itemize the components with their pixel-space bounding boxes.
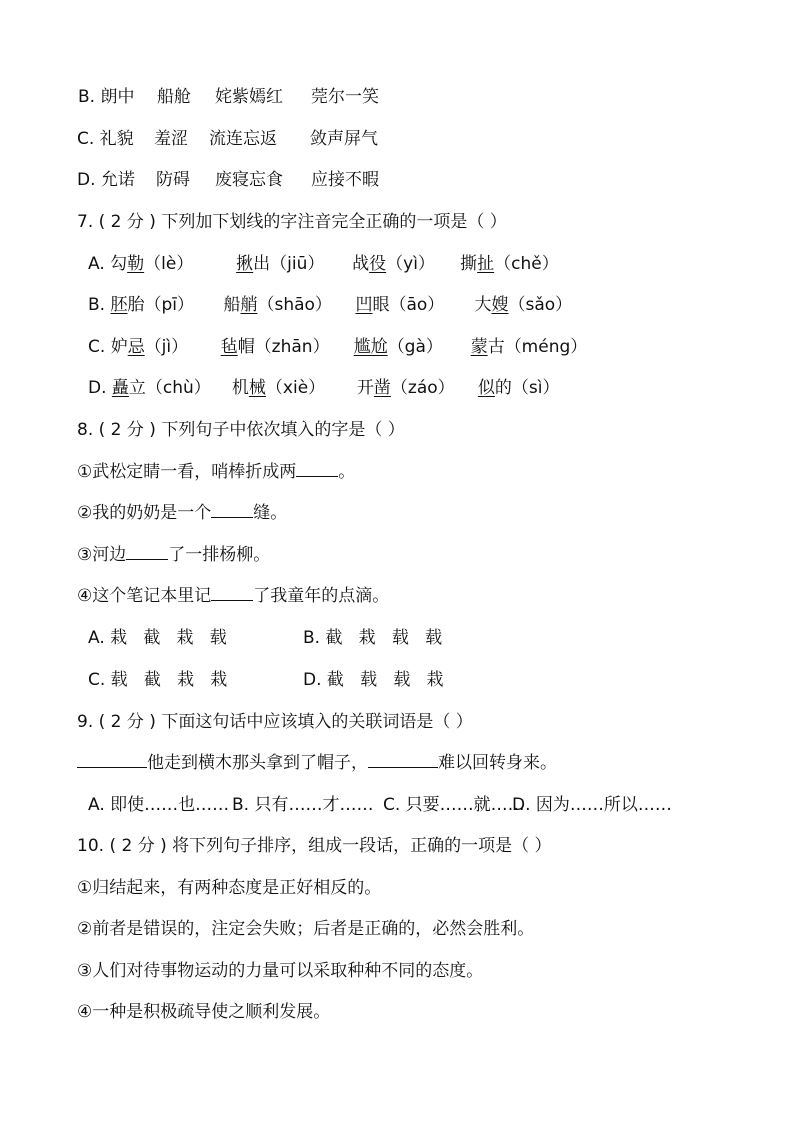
q8-option-d[interactable]: D. 截 载 载 栽 (303, 670, 444, 690)
q7-option-b (88, 293, 572, 317)
q6-b-2: 船舱 (157, 87, 191, 107)
q6-b-1: B. 朗中 (78, 87, 135, 107)
q7-a-1-pre: 勾 (110, 254, 128, 274)
q7-a-3-pre: 战 (352, 254, 370, 274)
q8-s3-text: ③河边 (77, 545, 127, 565)
q8-s4-blank[interactable] (211, 584, 253, 601)
q6-option-d (77, 168, 379, 192)
q7-d-4-pinyin: （sì） (511, 378, 560, 398)
q7-c-item-1 (111, 335, 221, 359)
q6-c-2: 羞涩 (154, 129, 188, 149)
q7-a-2-post: 出 (253, 254, 271, 274)
q8-stem: 8. ( 2 分 ) 下列句子中依次填入的字是（ ） (77, 420, 405, 440)
q9-sentence (77, 751, 557, 775)
q7-a-item-1 (110, 252, 236, 276)
q7-a-2-underlined: 揪 (236, 254, 254, 274)
q9-option-c[interactable]: C. 只要……就…… (383, 795, 525, 815)
q9-option-d[interactable]: D. 因为……所以…… (512, 795, 672, 815)
q7-c-item-2 (221, 335, 354, 359)
q7-option-d (88, 376, 560, 400)
q8-sentence-2 (77, 501, 287, 525)
q7-d-item-4 (478, 376, 560, 400)
q7-d-2-pre: 机 (231, 378, 249, 398)
q6-d-1: D. 允诺 (77, 170, 135, 190)
q7-a-3-pinyin: （yì） (386, 254, 435, 274)
q9-options (88, 793, 672, 817)
q7-d-item-2 (232, 376, 357, 400)
q7-d-4-post: 的 (494, 378, 512, 398)
q8-options-row-2 (88, 668, 444, 692)
q7-a-4-underlined: 扯 (477, 254, 495, 274)
q7-b-2-underlined: 艄 (240, 295, 258, 315)
q7-c-2-pinyin: （zhān） (254, 337, 330, 357)
q7-d-3-pinyin: （záo） (390, 378, 455, 398)
q7-a-item-4 (460, 252, 559, 276)
q9-sentence-mid: 他走到横木那头拿到了帽子， (147, 753, 368, 773)
q7-c-4-pinyin: （méng） (504, 337, 588, 357)
q8-option-a[interactable]: A. 栽 截 栽 载 (88, 628, 227, 648)
q8-s1-blank[interactable] (296, 460, 338, 477)
q7-d-1-underlined: 矗 (111, 378, 129, 398)
q7-d-1-post: 立 (128, 378, 146, 398)
q8-s4-text: ④这个笔记本里记 (77, 586, 212, 606)
q7-b-2-pinyin: （shāo） (257, 295, 332, 315)
q7-a-item-3 (352, 252, 460, 276)
q9-blank-1[interactable] (77, 751, 147, 768)
q7-b-3-post: 眼 (372, 295, 390, 315)
q7-d-3-pre: 开 (356, 378, 374, 398)
q7-b-1-pinyin: （pī） (144, 295, 194, 315)
q6-d-3: 废寝忘食 (215, 170, 283, 190)
q7-a-3-underlined: 役 (369, 254, 387, 274)
q7-c-1-pinyin: （jì） (144, 337, 189, 357)
q7-b-3-underlined: 凹 (355, 295, 373, 315)
q8-s2-text: ②我的奶奶是一个 (77, 503, 212, 523)
q7-c-3-pinyin: （gà） (387, 337, 443, 357)
q9-option-a[interactable]: A. 即使……也…… (88, 795, 230, 815)
q7-d-2-underlined: 械 (248, 378, 266, 398)
q6-b-3: 姹紫嫣红 (215, 87, 283, 107)
q8-s1-text: ①武松定睛一看，哨棒折成两 (77, 462, 297, 482)
q7-c-2-underlined: 毡 (220, 337, 238, 357)
q10-sentence-1: ①归结起来，有两种态度是正好相反的。 (77, 878, 382, 898)
q7-d-2-pinyin: （xiè） (265, 378, 326, 398)
q8-option-b[interactable]: B. 截 栽 载 载 (303, 628, 443, 648)
q8-sentence-4 (77, 584, 389, 608)
q7-c-item-4 (471, 335, 588, 359)
q10-sentence-3: ③人们对待事物运动的力量可以采取种种不同的态度。 (77, 961, 484, 981)
q7-b-1-underlined: 胚 (110, 295, 128, 315)
q7-c-1-underlined: 忌 (127, 337, 145, 357)
q7-b-4-pre: 大 (474, 295, 492, 315)
q8-s4-end: 了我童年的点滴。 (253, 586, 390, 606)
q8-s3-end: 了一排杨柳。 (168, 545, 271, 565)
q8-s2-blank[interactable] (211, 501, 253, 518)
q6-c-1: C. 礼貌 (77, 129, 134, 149)
q7-c-3-underlined: 尴尬 (353, 337, 388, 357)
q7-a-label: A. (88, 254, 111, 274)
q6-d-2: 防碍 (156, 170, 190, 190)
q7-a-2-pinyin: （jiū） (270, 254, 325, 274)
q7-a-1-pinyin: （lè） (144, 254, 194, 274)
q7-c-item-3 (354, 335, 471, 359)
q7-b-label: B. (88, 295, 111, 315)
q9-stem: 9. ( 2 分 ) 下面这句话中应该填入的关联词语是（ ） (77, 712, 473, 732)
q6-c-4: 敛声屏气 (310, 129, 378, 149)
q7-d-label: D. (88, 378, 112, 398)
q7-d-item-3 (357, 376, 478, 400)
q7-d-4-underlined: 似 (477, 378, 495, 398)
q7-b-item-3 (355, 293, 474, 317)
q7-b-item-2 (223, 293, 355, 317)
q6-option-b (78, 85, 379, 109)
q7-b-4-pinyin: （sǎo） (508, 295, 573, 315)
q7-a-item-2 (236, 252, 352, 276)
q8-options-row-1 (88, 626, 442, 650)
q7-a-4-pinyin: （chě） (494, 254, 559, 274)
q7-a-4-pre: 撕 (460, 254, 478, 274)
q7-option-a (88, 252, 559, 276)
q10-sentence-2: ②前者是错误的，注定会失败；后者是正确的，必然会胜利。 (77, 919, 535, 939)
q8-s3-blank[interactable] (126, 543, 168, 560)
q7-c-4-post: 古 (487, 337, 505, 357)
q8-sentence-1 (77, 460, 355, 484)
q7-c-2-post: 帽 (237, 337, 255, 357)
q6-c-3: 流连忘返 (209, 129, 277, 149)
q10-stem: 10. ( 2 分 ) 将下列句子排序，组成一段话，正确的一项是（ ） (77, 836, 552, 856)
q7-b-item-1 (110, 293, 223, 317)
q7-b-item-4 (474, 293, 572, 317)
q7-d-3-underlined: 凿 (373, 378, 391, 398)
q7-c-1-pre: 妒 (110, 337, 128, 357)
q10-sentence-4: ④一种是积极疏导使之顺利发展。 (77, 1002, 331, 1022)
q7-b-2-pre: 船 (223, 295, 241, 315)
q6-b-4: 莞尔一笑 (311, 87, 379, 107)
q6-option-c (77, 127, 378, 151)
q7-c-label: C. (88, 337, 111, 357)
q7-d-1-pinyin: （chù） (145, 378, 211, 398)
q7-stem: 7. ( 2 分 ) 下列加下划线的字注音完全正确的一项是（ ） (77, 212, 507, 232)
q7-b-1-post: 胎 (127, 295, 145, 315)
q9-option-b[interactable]: B. 只有……才…… (232, 795, 374, 815)
q7-d-item-1 (112, 376, 232, 400)
q6-d-4: 应接不暇 (311, 170, 379, 190)
q9-blank-2[interactable] (368, 751, 438, 768)
q7-b-4-underlined: 嫂 (491, 295, 509, 315)
q8-sentence-3 (77, 543, 270, 567)
q8-s1-end: 。 (338, 462, 356, 482)
q7-a-1-underlined: 勒 (127, 254, 145, 274)
q7-b-3-pinyin: （āo） (389, 295, 445, 315)
q7-option-c (88, 335, 587, 359)
q7-c-4-underlined: 蒙 (470, 337, 488, 357)
q9-sentence-end: 难以回转身来。 (438, 753, 557, 773)
q8-s2-end: 缝。 (253, 503, 288, 523)
q8-option-c[interactable]: C. 载 截 栽 栽 (88, 670, 228, 690)
